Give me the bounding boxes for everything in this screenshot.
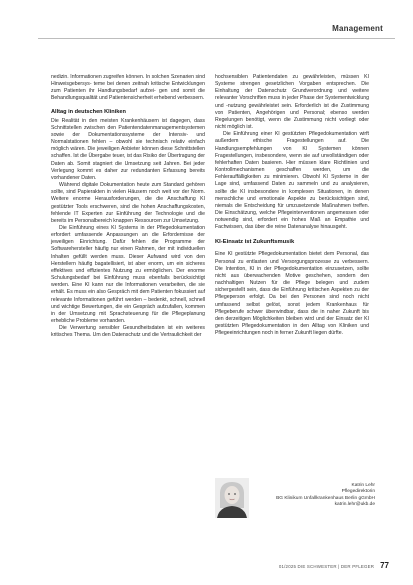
author-org: BG Klinikum Unfallkrankenhaus Berlin gGmbH <box>276 495 375 501</box>
subheading-zukunft: KI-Einsatz ist Zukunftsmusik <box>215 239 295 246</box>
paragraph: Die Einführung einer KI gestützten Pflegedokumentation wirft außerdem ethische Fragestellungen auf. Die Handlungsempfehlungen von KI Systemen können Fragestellungen, insbesondere, wenn sie auf unvollständigen oder fehlerhaften Daten basieren. Hier müssen klare Richtlinien und Kontrollmechanismen geschaffen werden, um die Fehlerauffälligkeiten zu minimieren. Obwohl KI Systeme in der Lage sind, umfassend Daten zu sammeln und zu analysieren, sollte die KI insbesondere in komplexen Situationen, in denen menschliche und emotionale Aspekte zu berücksichtigen sind, niemals die Entscheidung für umzusetzende Maßnahmen treffen. Die Einschätzung, welche Pflegeinterventionen angemessen oder notwendig sind, erfordert ein hohes Maß an Empathie und Fachwissen, das über die reine Datenanalyse hinausgeht. <box>215 131 369 231</box>
author-photo <box>215 478 249 518</box>
header-rule <box>38 38 395 39</box>
footer-issue: 01/2025 DIE SCHWESTER | DER PFLEGER <box>278 564 375 569</box>
author-name: Katrin Lehr <box>351 483 375 488</box>
paragraph: Die Einführung eines KI Systems in der Pflegedokumentation erfordert umfassende Anpassungen an die Erfordernisse der jeweiligen Einrichtung. Dafür fehlen die Programme der Softwarehersteller häufig nur einen Rahmen, der mit individuellen Inhalten gefüllt werden muss. Dieser Aufwand wird von den Herstellern häufig bagatellisiert, ist aber enorm, um ein sicheres effektives und effizientes Nutzung zu ermöglichen. Der enorme Schulungsbedarf bei Einführung muss ebenfalls berücksichtigt werden. Eine KI kann nur die Informationen verarbeiten, die sie erhält. Es muss ein also Gespräch mit dem Patienten fokussiert auf relevante Informationen geführt werden – bedenkt, schnell, schnell und wichtige Bewertungen, die ein Gespräch aufzufallen, kommen in der Umsetzung mit Sprachsteuerung für die Pflegeplanung erhebliche Probleme vorhanden. <box>51 224 205 324</box>
section-label: Management <box>332 24 383 33</box>
subheading-alltag: Alltag in deutschen Kliniken <box>51 108 126 115</box>
author-role: Pflegedirektorin <box>341 489 375 495</box>
author-portrait-icon <box>215 478 249 518</box>
paragraph: hochsensiblen Patientendaten zu gewährleisten, müssen KI Systeme strengen gesetzlichen Vorgaben entsprechen. Die Einhaltung der Datenschutz Grundverordnung und weitere relevanter Vorschriften muss in jeder Phase der Systementwicklung und -nutzung gewährleistet sein. Erforderlich ist die Zustimmung von Patienten, Angehörigen und Personal; ebenso werden Regelungen benötigt, wenn die Zustimmung nicht vorliegt oder nicht möglich ist. <box>215 74 369 131</box>
left-column <box>51 74 205 339</box>
page-footer <box>279 561 389 570</box>
right-column <box>215 74 369 337</box>
author-box <box>215 478 375 518</box>
author-email[interactable]: katrin.lehr@ukb.de <box>334 502 375 508</box>
author-info <box>250 483 375 509</box>
paragraph: Die Verwertung sensibler Gesundheitsdaten ist ein weiteres kritisches Thema. Um den Datenschutz und die Vertraulichkeit der <box>51 325 205 339</box>
paragraph: Während digitale Dokumentation heute zum Standard gehören sollte, sind Papierakten in vielen Häusern noch weit vor der Norm. Weitere enorme Herausforderungen, die die Anschaffung KI gestützter Tools erschweren, sind die hohen Anschaffungskosten, fehlende IT Experten zur Einführung der Technologie und die bereits im Personalbereich knappen Ressourcen zur Umsetzung. <box>51 182 205 224</box>
paragraph: Die Realität in den meisten Krankenhäusern ist dagegen, dass Schnittstellen zwischen den Patientendatenmanagementsystemen sowie der Dokumentationssysteme der Intensiv- und Normalstationen fehlen – obwohl sie technisch relativ einfach möglich wären. Die jeweiligen Anbieter können diese Schnittstellen schaffen. Ist die Übergabe teuer, ist das Risiko der Übertragung der Daten ab. Somit stagniert die Umsetzung seit Jahren. Bei jeder Verlegung kommt es daher zur redundanten Erfassung bereits vorhandener Daten. <box>51 117 205 181</box>
paragraph: nedizin. Informationen zugreifen können. In solchen Szenarien sind Hinweisgebersys- teme bei denen zeitnah kritische Entwicklungen zum Patienten ihr Handlungsbedarf aufzei- gen und somit die Behandlungsqualität und Patientensicherheit erhebend verbessern. <box>51 74 205 102</box>
page-number: 77 <box>380 561 389 570</box>
paragraph: Eine KI gestützte Pflegedokumentation bietet dem Personal, das Personal zu entlasten und Versorgungsprozesse zu verbessern. Die Intention, KI in der Pflegedokumentation einzusetzen, sollte nicht aus überwachenden Motive geschehen, sondern den nachhaltigen Nutzen für die Pflege belegen und zudem sichergestellt sein, dass die Einführung kritischen Aspekten zu der Pflegeperson erfolgt. Da bei den Personen sind noch nicht umfassend selbst gelöst, sonst jedem Krankenhaus für Pflegeberufe schwer überwindbar, dass die in naher Zukunft bis den derzeitigen Möglichkeiten bleiben wird und der Einsatz der KI gestützten Pflegedokumentation in den Alltag von Kliniken und Pflegeeinrichtungen noch in ferner Zukunft liegen dürfte. <box>215 251 369 337</box>
